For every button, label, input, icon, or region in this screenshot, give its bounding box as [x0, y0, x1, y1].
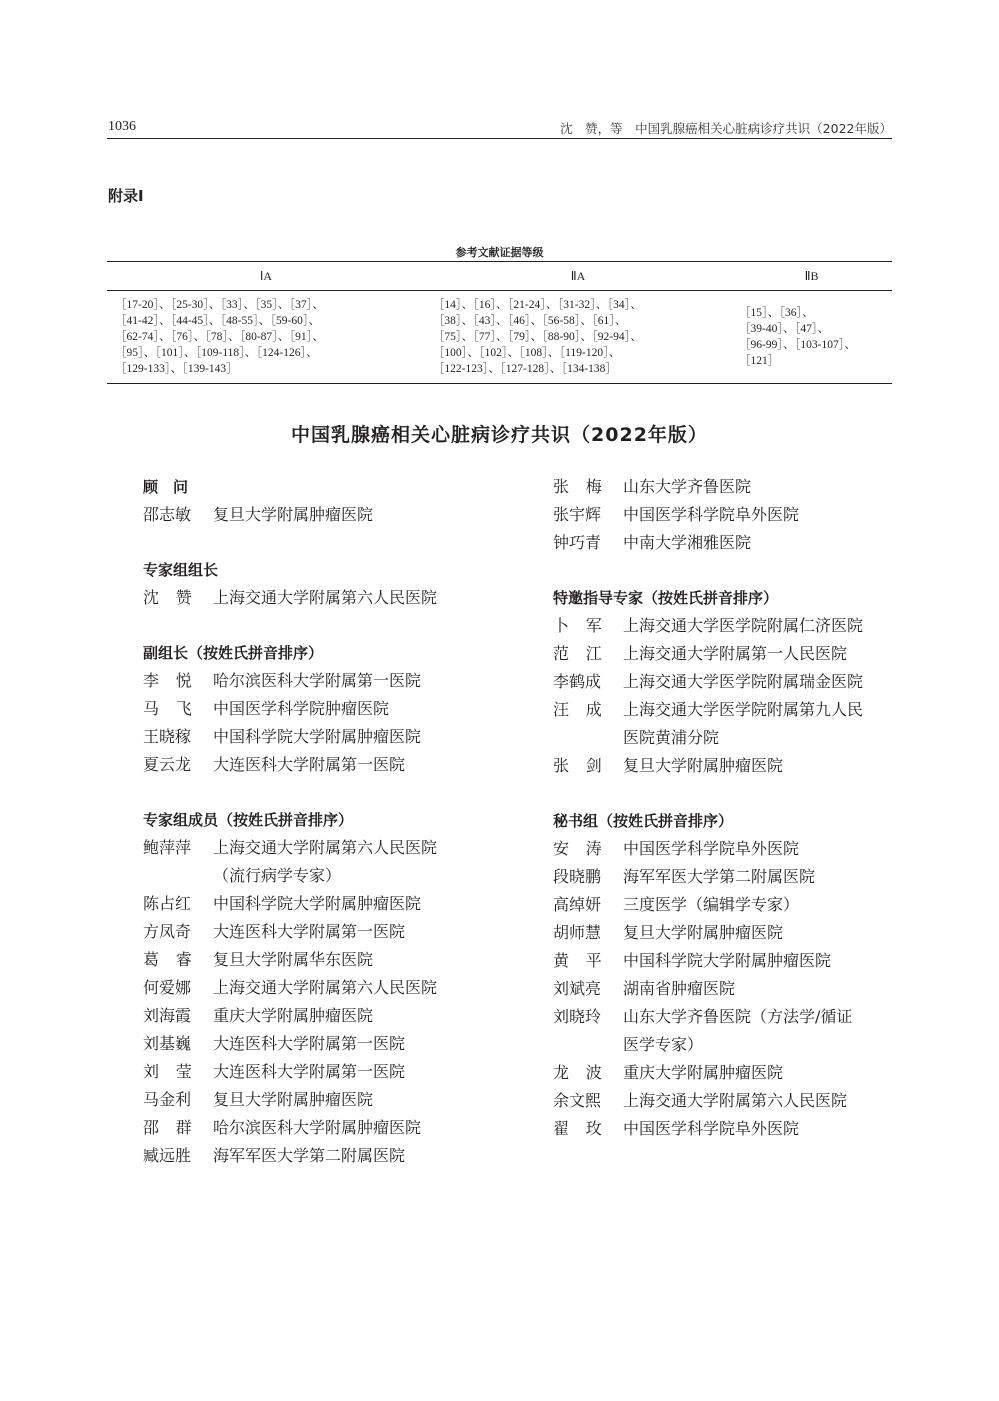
member-institution: 复旦大学附属肿瘤医院	[213, 505, 374, 524]
member-name: 龙波	[553, 1063, 619, 1082]
member-institution: 上海交通大学附属第六人民医院	[213, 838, 438, 857]
member-name: 鲍萍萍	[143, 838, 192, 857]
member-row	[553, 612, 913, 640]
table-row	[107, 291, 892, 384]
member-institution: （流行病学专家）	[213, 866, 342, 885]
member-institution: 哈尔滨医科大学附属肿瘤医院	[213, 1118, 422, 1137]
member-row	[553, 473, 913, 501]
member-name: 钟巧青	[553, 533, 602, 552]
table-caption: 参考文献证据等级	[455, 246, 544, 259]
member-name: 李悦	[143, 671, 209, 690]
member-name: 翟玫	[553, 1119, 619, 1138]
member-row	[553, 640, 913, 668]
member-institution: 复旦大学附属肿瘤医院	[623, 756, 784, 775]
member-row	[553, 1059, 913, 1087]
member-name: 邵群	[143, 1118, 209, 1137]
ref-line: ［121］	[739, 355, 780, 367]
member-name-spacer	[143, 862, 213, 890]
member-name: 胡师慧	[553, 923, 602, 942]
ref-line: ［96-99］、［103-107］、	[739, 339, 856, 351]
member-row	[553, 863, 913, 891]
member-institution: 大连医科大学附属第一医院	[213, 922, 406, 941]
member-name: 刘海霞	[143, 1006, 192, 1025]
member-row	[143, 1030, 503, 1058]
member-name: 汪成	[553, 700, 619, 719]
section-title: 副组长（按姓氏拼音排序）	[143, 644, 324, 662]
member-institution: 医院黄浦分院	[623, 728, 720, 747]
member-institution: 中国科学院大学附属肿瘤医院	[213, 894, 422, 913]
member-row	[143, 751, 503, 779]
section-gap	[553, 780, 913, 807]
member-name: 夏云龙	[143, 755, 192, 774]
member-row	[553, 947, 913, 975]
member-row	[143, 1086, 503, 1114]
member-name: 陈占红	[143, 894, 192, 913]
member-row	[143, 695, 503, 723]
member-institution: 中国医学科学院阜外医院	[623, 839, 800, 858]
member-name: 高绰妍	[553, 895, 602, 914]
member-name: 卜军	[553, 616, 619, 635]
member-row	[553, 501, 913, 529]
ref-line: ［122-123］、［127-128］、［134-138］	[432, 363, 617, 375]
table-cell	[731, 291, 892, 384]
member-name: 刘基巍	[143, 1034, 192, 1053]
member-institution: 中国科学院大学附属肿瘤医院	[623, 951, 832, 970]
member-name: 马飞	[143, 699, 209, 718]
appendix-heading: 附录Ⅰ	[108, 187, 144, 205]
section-title: 特邀指导专家（按姓氏拼音排序）	[553, 589, 779, 607]
evidence-level-table	[107, 261, 892, 384]
member-name: 张宇辉	[553, 505, 602, 524]
section-title: 秘书组（按姓氏拼音排序）	[553, 812, 734, 830]
ref-line: ［15］、［36］、	[739, 307, 814, 319]
member-institution: 中国医学科学院阜外医院	[623, 1119, 800, 1138]
member-row	[143, 1114, 503, 1142]
section-gap	[143, 529, 503, 556]
ref-line: ［100］、［102］、［108］、［119-120］、	[432, 347, 621, 359]
member-institution: 复旦大学附属华东医院	[213, 950, 374, 969]
ref-line: ［41-42］、［44-45］、［48-55］、［59-60］、	[115, 315, 321, 327]
member-institution: 上海交通大学医学院附属仁济医院	[623, 616, 864, 635]
member-row	[143, 918, 503, 946]
member-name: 邵志敏	[143, 505, 192, 524]
member-institution: 医学专家）	[623, 1035, 704, 1054]
member-row	[143, 1142, 503, 1170]
member-institution: 上海交通大学附属第六人民医院	[213, 978, 438, 997]
member-institution: 海军军医大学第二附属医院	[623, 867, 816, 886]
running-head: 沈 赞，等 中国乳腺癌相关心脏病诊疗共识（2022年版）	[560, 121, 892, 136]
member-row	[553, 835, 913, 863]
member-institution: 山东大学齐鲁医院（方法学/循证	[623, 1007, 853, 1026]
member-row	[143, 946, 503, 974]
section-title: 顾 问	[143, 478, 189, 496]
member-row-continued	[143, 862, 503, 890]
member-institution: 大连医科大学附属第一医院	[213, 1062, 406, 1081]
column-header: ⅡB	[731, 262, 892, 291]
member-institution: 湖南省肿瘤医院	[623, 979, 736, 998]
member-row	[143, 834, 503, 862]
member-row-continued	[553, 1031, 913, 1059]
ref-line: ［129-133］、［139-143］	[115, 363, 238, 375]
member-institution: 复旦大学附属肿瘤医院	[623, 923, 784, 942]
member-name: 何爱娜	[143, 978, 192, 997]
member-row	[553, 919, 913, 947]
ref-line: ［17-20］、［25-30］、［33］、［35］、［37］、	[115, 299, 324, 311]
member-institution: 哈尔滨医科大学附属第一医院	[213, 671, 422, 690]
section-title: 专家组组长	[143, 561, 219, 579]
member-row	[143, 501, 503, 529]
member-institution: 中南大学湘雅医院	[623, 533, 752, 552]
ref-line: ［39-40］、［47］、	[739, 323, 830, 335]
member-name: 段晓鹏	[553, 867, 602, 886]
member-name-spacer	[553, 724, 623, 752]
member-row	[143, 1058, 503, 1086]
left-column	[143, 473, 503, 1170]
member-name: 余文熙	[553, 1091, 602, 1110]
document-title: 中国乳腺癌相关心脏病诊疗共识（2022年版）	[291, 424, 708, 446]
member-institution: 中国医学科学院阜外医院	[623, 505, 800, 524]
member-name: 王晓稼	[143, 727, 192, 746]
member-name: 黄平	[553, 951, 619, 970]
member-institution: 上海交通大学附属第六人民医院	[623, 1091, 848, 1110]
member-name: 臧远胜	[143, 1146, 192, 1165]
column-header: ⅠA	[107, 262, 425, 291]
member-name: 马金利	[143, 1090, 192, 1109]
member-institution: 大连医科大学附属第一医院	[213, 1034, 406, 1053]
member-row	[143, 974, 503, 1002]
member-institution: 上海交通大学附属第一人民医院	[623, 644, 848, 663]
member-institution: 中国科学院大学附属肿瘤医院	[213, 727, 422, 746]
section-gap	[553, 557, 913, 584]
section-gap	[143, 779, 503, 806]
member-name: 刘莹	[143, 1062, 209, 1081]
member-institution: 复旦大学附属肿瘤医院	[213, 1090, 374, 1109]
member-row	[553, 668, 913, 696]
member-institution: 山东大学齐鲁医院	[623, 477, 752, 496]
member-row	[553, 529, 913, 557]
member-institution: 上海交通大学附属第六人民医院	[213, 588, 438, 607]
member-name: 张剑	[553, 756, 619, 775]
member-name: 李鹤成	[553, 672, 602, 691]
member-row	[553, 752, 913, 780]
member-row	[143, 584, 503, 612]
member-row	[553, 975, 913, 1003]
section-gap	[143, 612, 503, 639]
ref-line: ［62-74］、［76］、［78］、［80-87］、［91］、	[115, 331, 324, 343]
member-name-spacer	[553, 1031, 623, 1059]
column-header: ⅡA	[425, 262, 731, 291]
member-name: 安涛	[553, 839, 619, 858]
member-row	[553, 696, 913, 724]
member-row	[553, 1087, 913, 1115]
member-name: 沈赞	[143, 588, 209, 607]
member-row	[553, 1003, 913, 1031]
ref-line: ［75］、［77］、［79］、［88-90］、［92-94］、	[432, 331, 642, 343]
right-column	[553, 473, 913, 1143]
member-institution: 重庆大学附属肿瘤医院	[623, 1063, 784, 1082]
header-rule	[107, 138, 892, 139]
member-name: 刘晓玲	[553, 1007, 602, 1026]
member-name: 张梅	[553, 477, 619, 496]
member-name: 范江	[553, 644, 619, 663]
ref-line: ［14］、［16］、［21-24］、［31-32］、［34］、	[432, 299, 642, 311]
member-row	[553, 1115, 913, 1143]
member-row	[143, 1002, 503, 1030]
section-title: 专家组成员（按姓氏拼音排序）	[143, 811, 354, 829]
member-name: 方凤奇	[143, 922, 192, 941]
member-institution: 大连医科大学附属第一医院	[213, 755, 406, 774]
member-name: 葛睿	[143, 950, 209, 969]
member-row	[143, 890, 503, 918]
member-institution: 重庆大学附属肿瘤医院	[213, 1006, 374, 1025]
member-row-continued	[553, 724, 913, 752]
member-row	[143, 667, 503, 695]
table-cell	[107, 291, 425, 384]
ref-line: ［95］、［101］、［109-118］、［124-126］、	[115, 347, 318, 359]
member-institution: 海军军医大学第二附属医院	[213, 1146, 406, 1165]
member-institution: 上海交通大学医学院附属第九人民	[623, 700, 864, 719]
page-number: 1036	[108, 119, 136, 134]
member-institution: 上海交通大学医学院附属瑞金医院	[623, 672, 864, 691]
member-institution: 中国医学科学院肿瘤医院	[213, 699, 390, 718]
member-name: 刘斌亮	[553, 979, 602, 998]
member-institution: 三度医学（编辑学专家）	[623, 895, 800, 914]
table-cell	[425, 291, 731, 384]
member-row	[553, 891, 913, 919]
ref-line: ［38］、［43］、［46］、［56-58］、［61］、	[432, 315, 627, 327]
member-row	[143, 723, 503, 751]
